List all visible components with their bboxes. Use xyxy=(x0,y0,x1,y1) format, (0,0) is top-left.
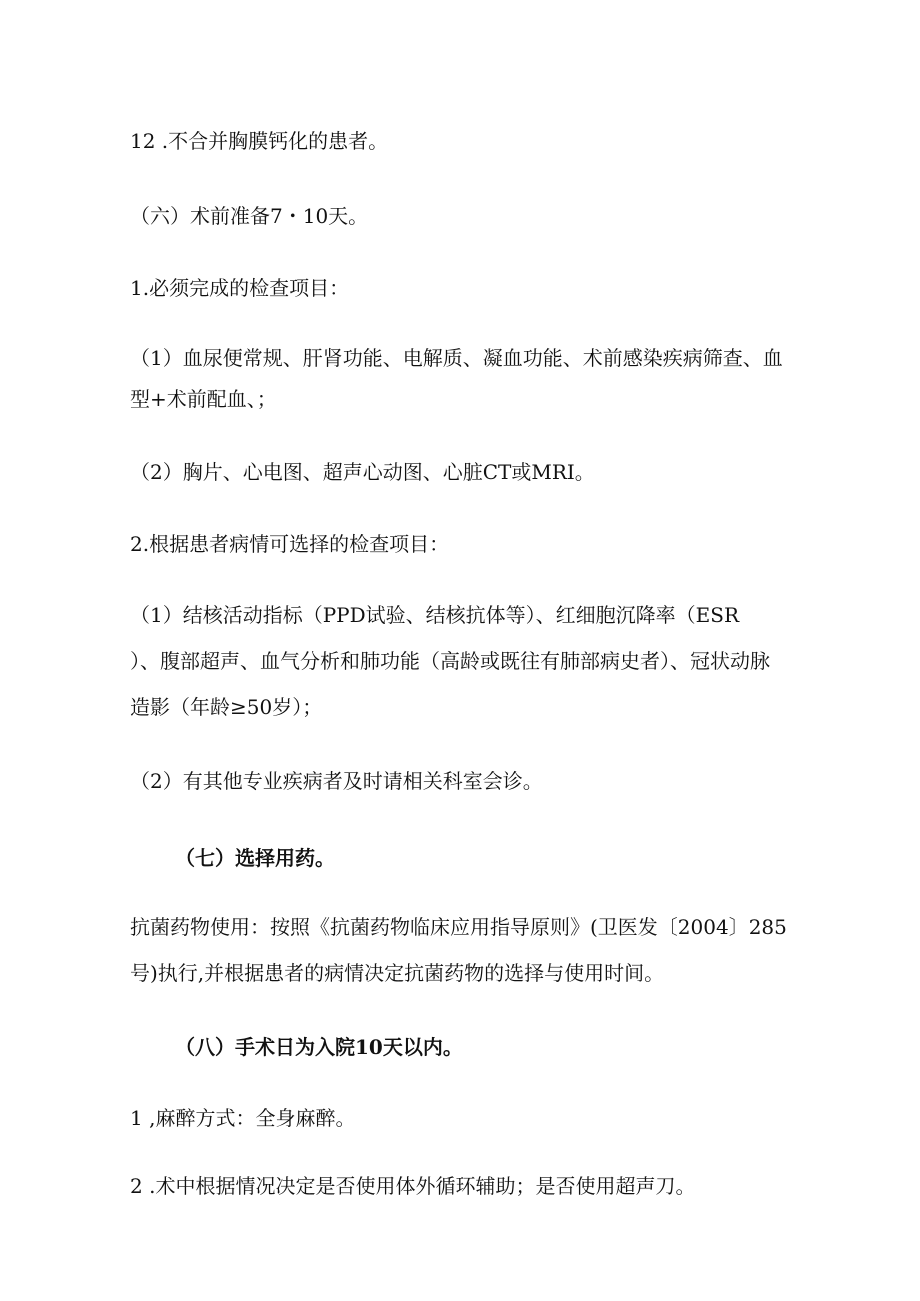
intraoperative-decision: 2 .术中根据情况决定是否使用体外循环辅助；是否使用超声刀。 xyxy=(130,1174,696,1198)
optional-exams-heading: 2.根据患者病情可选择的检查项目： xyxy=(130,532,450,556)
optional-exam-1-line2: ）、腹部超声、血气分析和肺功能（高龄或既往有肺部病史者）、冠状动脉 xyxy=(130,649,770,673)
section-surgery-day-heading: （八）手术日为入院10天以内。 xyxy=(175,1035,463,1059)
section-drug-selection-heading: （七）选择用药。 xyxy=(175,846,335,870)
required-exams-heading: 1.必须完成的检查项目： xyxy=(130,276,350,300)
required-exam-1-line1: （1）血尿便常规、肝肾功能、电解质、凝血功能、术前感染疾病筛查、血 xyxy=(130,346,783,370)
optional-exam-1-line1: （1）结核活动指标（PPD试验、结核抗体等）、红细胞沉降率（ESR xyxy=(130,603,740,627)
paragraph-item-12: 12 .不合并胸膜钙化的患者。 xyxy=(130,129,389,153)
section-preop-preparation: （六）术前准备7・10天。 xyxy=(130,204,369,228)
antibiotic-usage-line1: 抗菌药物使用：按照《抗菌药物临床应用指导原则》(卫医发〔2004〕285 xyxy=(130,915,787,939)
anesthesia-method: 1 ,麻醉方式：全身麻醉。 xyxy=(130,1106,356,1130)
antibiotic-usage-line2: 号)执行,并根据患者的病情决定抗菌药物的选择与使用时间。 xyxy=(130,961,665,985)
required-exam-1-line2: 型+术前配血、； xyxy=(130,387,277,411)
optional-exam-1-line3: 造影（年龄≥50岁）； xyxy=(130,695,323,719)
optional-exam-2: （2）有其他专业疾病者及时请相关科室会诊。 xyxy=(130,769,543,793)
required-exam-2: （2）胸片、心电图、超声心动图、心脏CT或MRI。 xyxy=(130,460,595,484)
